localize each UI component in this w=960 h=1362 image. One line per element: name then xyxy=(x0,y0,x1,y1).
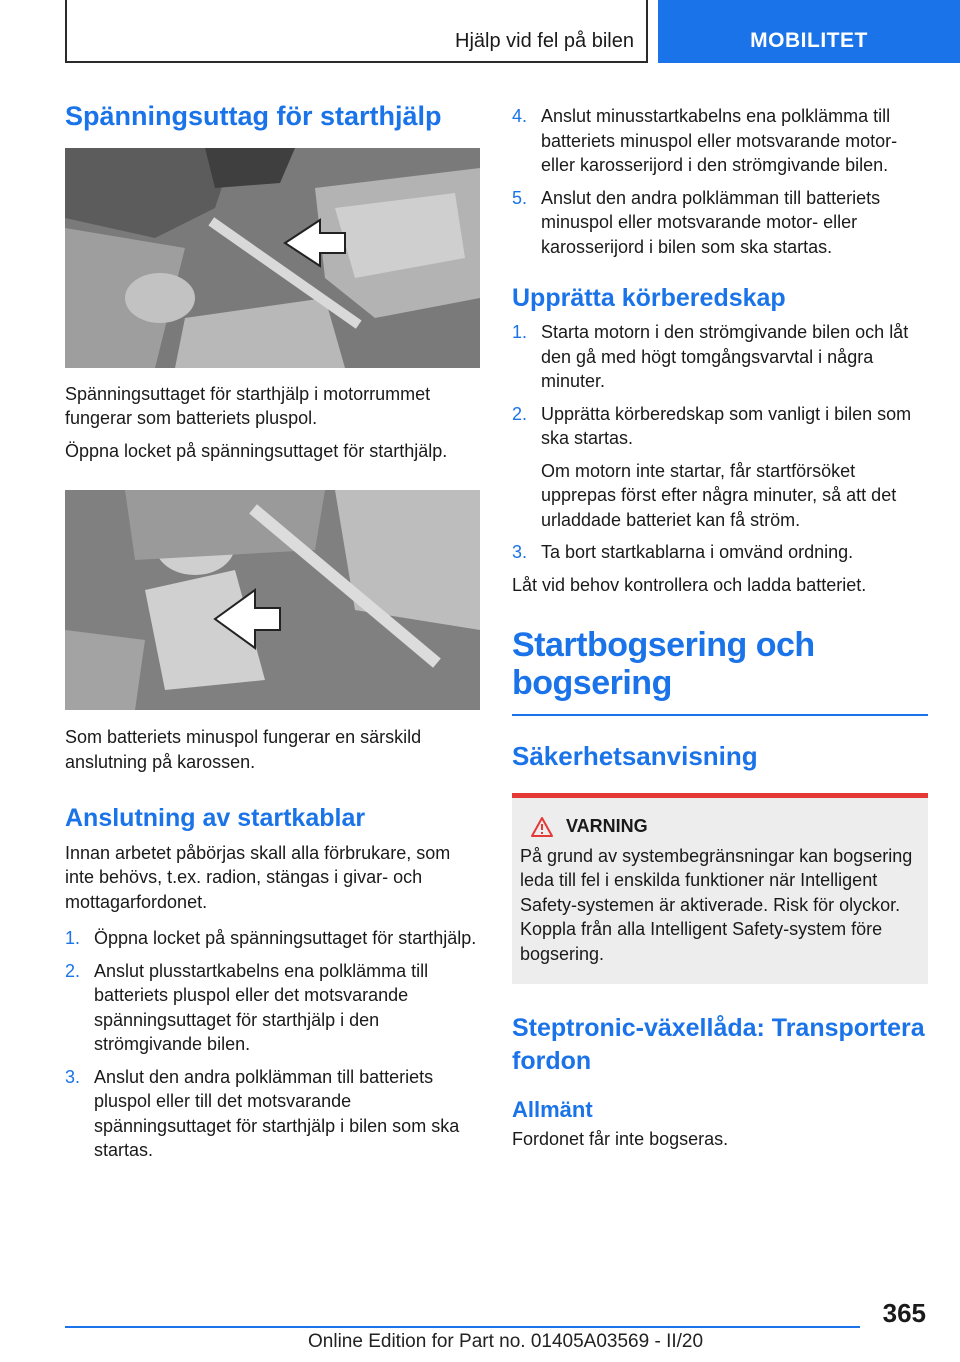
section-title-steptronic: Steptronic-växellåda: Transportera fordon xyxy=(512,1014,925,1075)
section-title-drive-ready: Upprätta körberedskap xyxy=(512,284,786,312)
warning-header xyxy=(520,816,918,838)
list-item: 3. Ta bort startkablarna i omvänd ordning. xyxy=(512,542,854,563)
paragraph-before-work: Innan arbetet påbörjas skall alla förbrukare, som inte behövs, t.ex. radion, stängas i givar- och mottagarfordonet. xyxy=(65,842,451,912)
list-item: 2. Upprätta körberedskap som vanligt i bilen som ska startas. Om motorn inte startar, får startförsöket upprepas först efter några minuter, så att det urladdade batteriet kan få ström. xyxy=(512,402,928,533)
section-title-connect-cables: Anslutning av startkablar xyxy=(65,804,366,833)
paragraph-terminal-desc: Spänningsuttaget för starthjälp i motorrummet fungerar som batteriets pluspol. xyxy=(65,383,431,429)
left-column xyxy=(65,100,480,1163)
page-number: 365 xyxy=(882,1298,926,1328)
list-item: 3. Anslut den andra polklämman till batteriets pluspol eller till det motsvarande spänningsuttaget för starthjälp i bilen som ska startas. xyxy=(65,1066,460,1160)
right-column xyxy=(512,100,928,1152)
warning-title: VARNING xyxy=(566,816,648,837)
section-title-jump-terminal: Spänningsuttag för starthjälp xyxy=(65,101,442,131)
chapter-tab: MOBILITET xyxy=(658,0,960,63)
title-rule xyxy=(512,714,928,716)
engine-photo-ground xyxy=(65,490,480,710)
connect-steps-list-cont xyxy=(512,104,928,259)
running-header-section: Hjälp vid fel på bilen xyxy=(65,0,648,63)
paragraph-open-cover: Öppna locket på spänningsuttaget för starthjälp. xyxy=(65,440,448,461)
drive-steps-list xyxy=(512,320,928,565)
list-item: 1. Starta motorn i den strömgivande bilen och låt den gå med högt tomgångsvarvtal i några minuter. xyxy=(512,322,909,392)
list-item: 4. Anslut minusstartkabelns ena polklämma till batteriets minuspol eller motsvarande motor- eller karosserijord i den strömgivande bilen. xyxy=(512,106,898,175)
footer-rule xyxy=(65,1326,860,1328)
list-item: 1. Öppna locket på spänningsuttaget för starthjälp. xyxy=(65,928,477,948)
section-title-safety: Säkerhetsanvisning xyxy=(512,741,758,772)
connect-steps-list xyxy=(65,926,480,1163)
engine-photo-terminal xyxy=(65,148,480,368)
footer-edition: Online Edition for Part no. 01405A03569 - II/20 xyxy=(308,1331,704,1352)
paragraph-no-towing: Fordonet får inte bogseras. xyxy=(512,1129,729,1150)
subsection-title-general: Allmänt xyxy=(512,1097,593,1123)
paragraph-ground-desc: Som batteriets minuspol fungerar en särskild anslutning på karossen. xyxy=(65,727,422,772)
paragraph-check-battery: Låt vid behov kontrollera och ladda batteriet. xyxy=(512,574,867,595)
list-item: 5. Anslut den andra polklämman till batteriets minuspol eller motsvarande motor- eller karosserijord i bilen som ska startas. xyxy=(512,187,881,257)
warning-text: På grund av systembegränsningar kan bogsering leda till fel i enskilda funktioner när Intelligent Safety-systemen är aktiverade. Risk för olyckor. Koppla från alla Intelligent Safety-system före bogsering. xyxy=(520,845,913,964)
warning-box xyxy=(512,793,928,985)
warning-triangle-icon xyxy=(530,816,554,838)
list-item: 2. Anslut plusstartkabelns ena polklämma till batteriets pluspol eller det motsvarande spänningsuttaget för starthjälp i den strömgivande bilen. xyxy=(65,960,429,1054)
drive-step-note: Om motorn inte startar, får startförsöket upprepas först efter några minuter, så att det urladdade batteriet kan få ström. xyxy=(541,460,897,530)
chapter-title-towing: Startbogsering och bogsering xyxy=(512,626,815,702)
